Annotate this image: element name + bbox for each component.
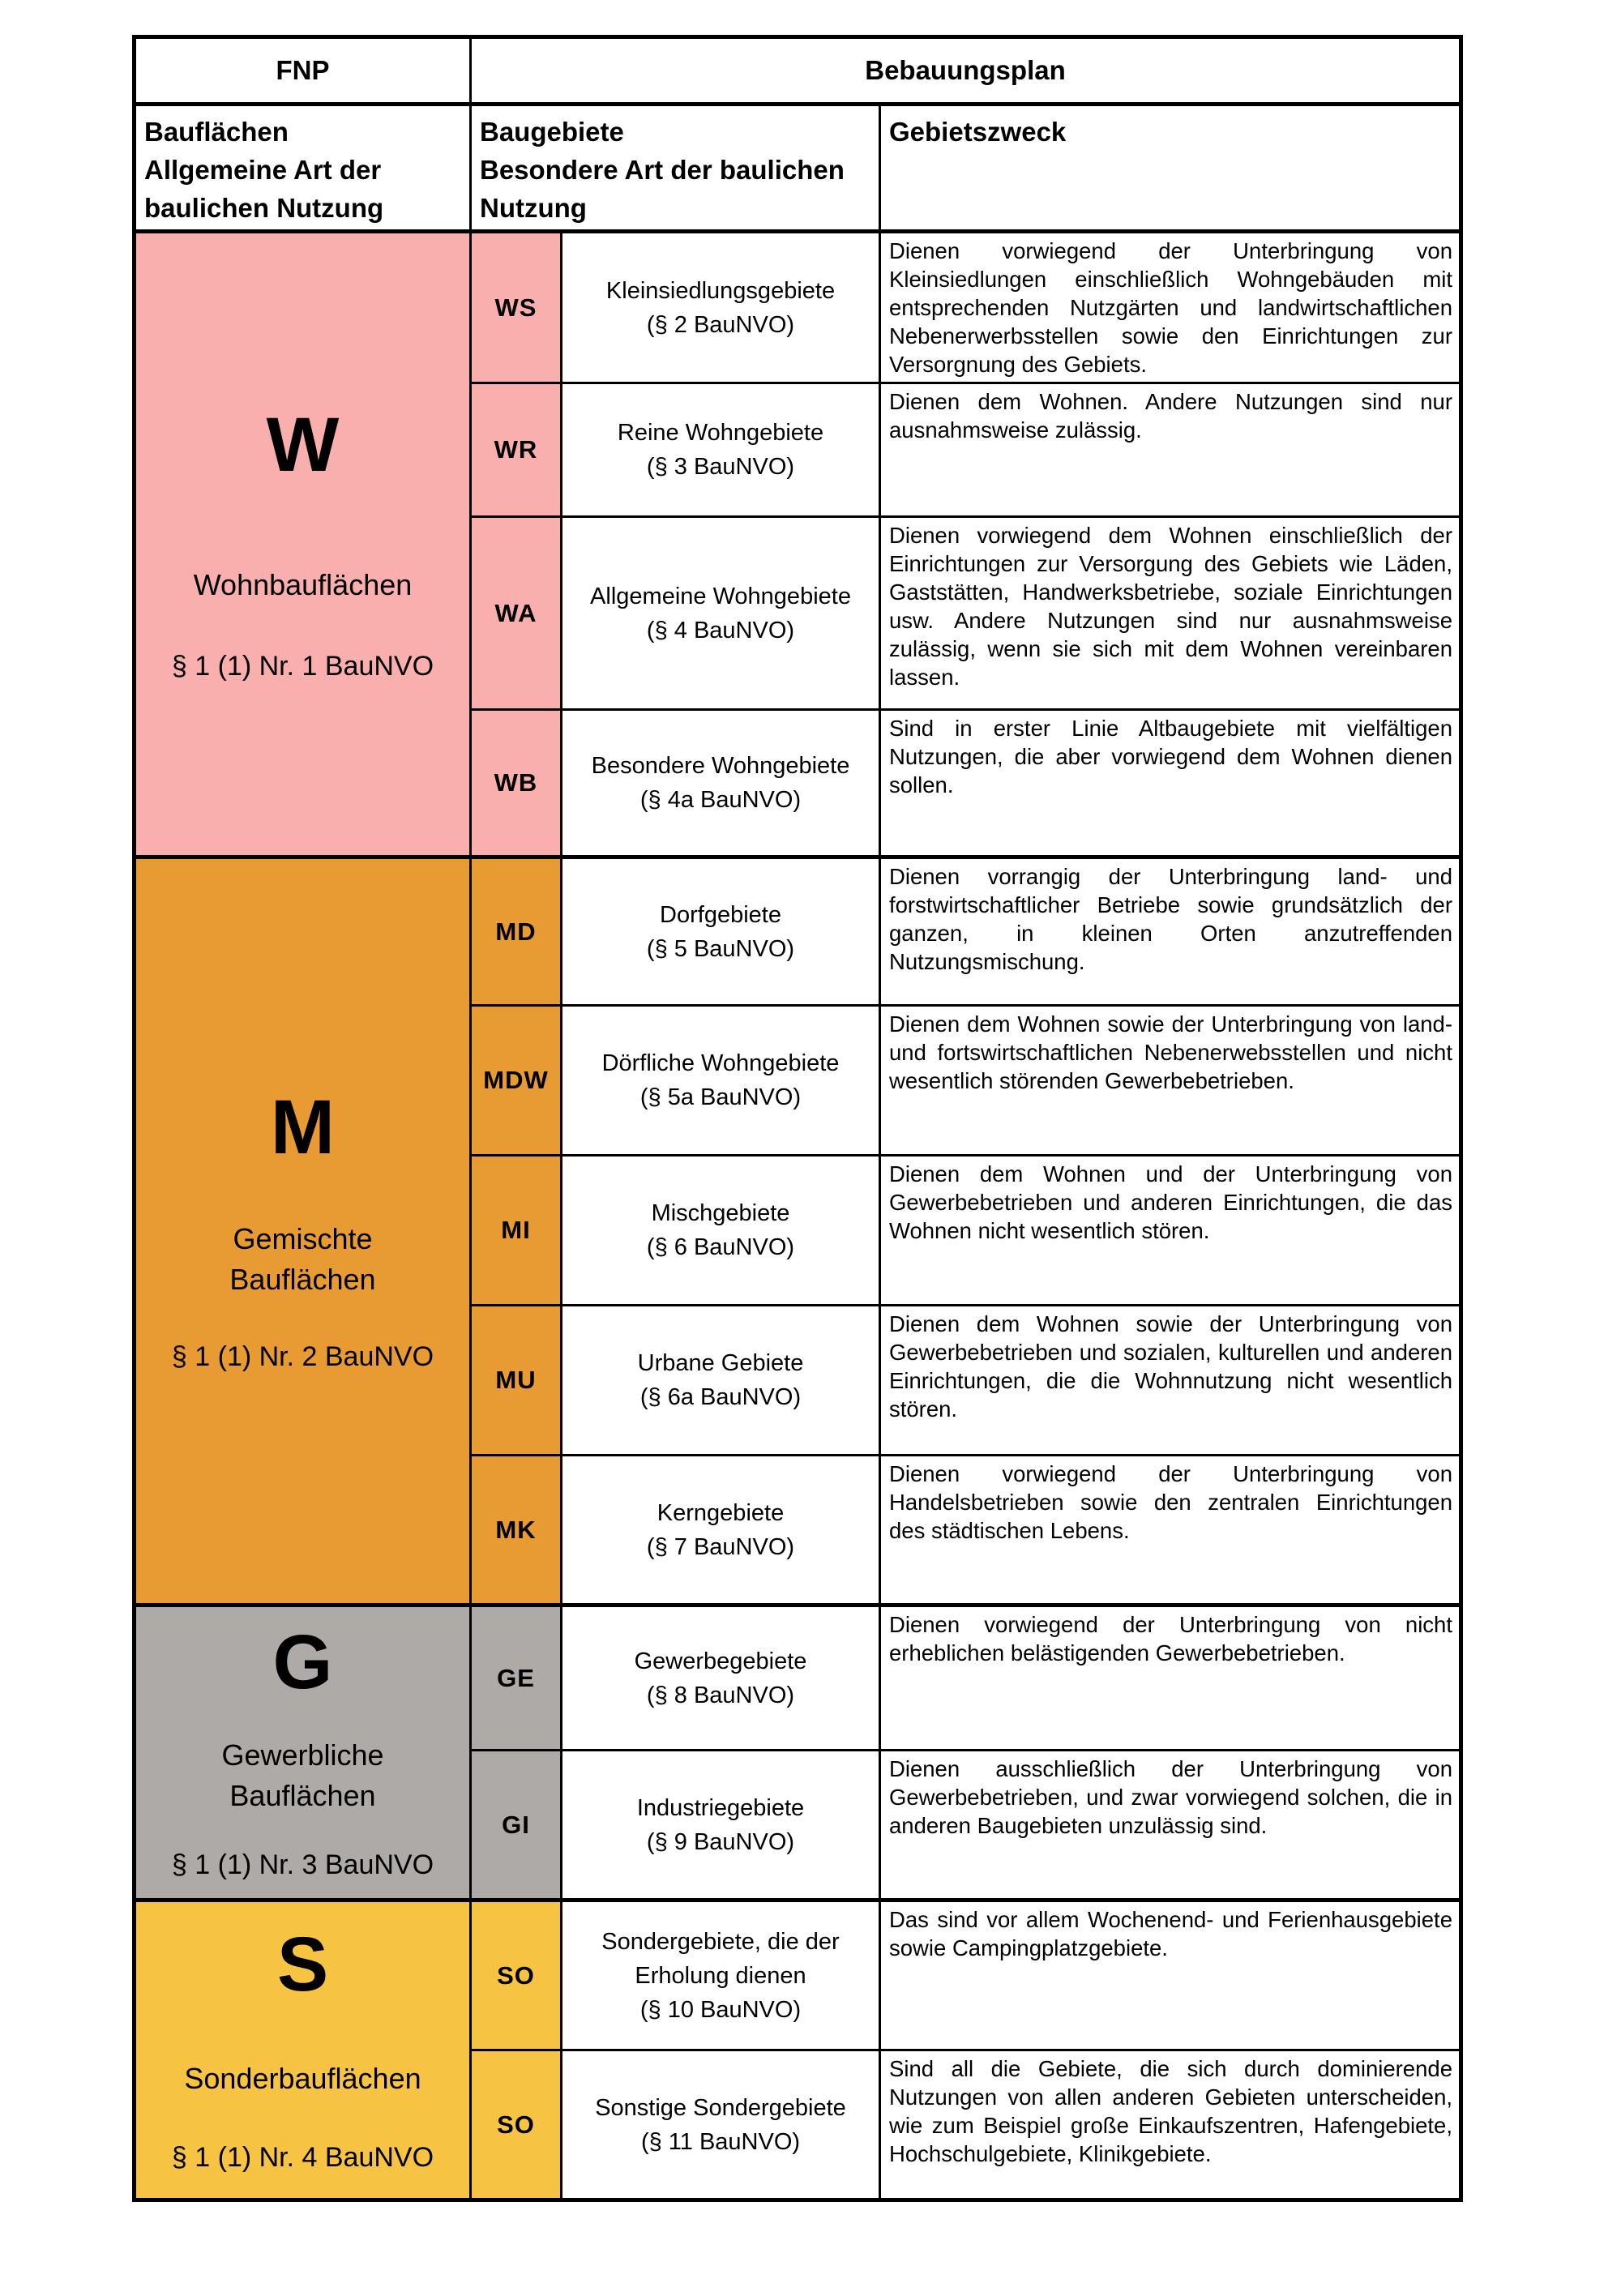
header-gebietszweck: Gebietszweck (880, 105, 1461, 232)
district-name-wa: Allgemeine Wohngebiete (590, 583, 851, 609)
district-para-mu: (§ 6a BauNVO) (639, 1384, 802, 1410)
district-para-mk: (§ 7 BauNVO) (646, 1533, 795, 1560)
group-cell-m (135, 857, 471, 1605)
district-cell-md (562, 857, 880, 1006)
district-name-mu: Urbane Gebiete (637, 1350, 804, 1376)
zweck-cell-gi: Dienen ausschließlich der Unterbringung von Gewerbebetrieben, und zwar vorwiegend solchen, die in anderen Baugebieten unzulässig sind. (880, 1751, 1461, 1901)
code-cell-so2: SO (471, 2050, 562, 2200)
district-para-wr: (§ 3 BauNVO) (646, 454, 795, 480)
group-name-s (184, 2059, 421, 2099)
group-name-g-line1: Gewerbliche (221, 1738, 384, 1772)
district-cell-so1 (562, 1901, 880, 2050)
district-para-wa: (§ 4 BauNVO) (646, 617, 795, 643)
header-baugebiete-line1: Baugebiete (480, 117, 624, 147)
header-bebauungsplan: Bebauungsplan (471, 37, 1461, 105)
table-row-so1 (135, 1901, 1461, 2050)
zweck-cell-so2: Sind all die Gebiete, die sich durch dominierende Nutzungen von allen anderen Gebieten unterscheiden, wie zum Beispiel große Einkaufszentren, Hafengebiete, Hochschulgebiete, Klinikgebiete. (880, 2050, 1461, 2200)
district-name-so2: Sonstige Sondergebiete (595, 2094, 846, 2121)
zweck-cell-ws: Dienen vorwiegend der Unterbringung von Kleinsiedlungen einschließlich Wohngebäuden mit entsprechenden Nutzgärten und landwirtschaftlichen Nebenerwerbsstellen sowie den Einrichtungen zur Versorgnung des Gebiets. (880, 232, 1461, 383)
group-cell-s (135, 1901, 471, 2200)
group-content-w (136, 401, 469, 682)
zweck-cell-wb: Sind in erster Linie Altbaugebiete mit vielfältigen Nutzungen, die aber vorwiegend dem Wohnen dienen sollen. (880, 710, 1461, 857)
zweck-cell-md: Dienen vorrangig der Unterbringung land- und forstwirtschaftlicher Betriebe sowie grundsätzlich der ganzen, in kleinen Orten anzutreffenden Nutzungsmischung. (880, 857, 1461, 1006)
district-cell-mu (562, 1306, 880, 1456)
district-cell-so2 (562, 2050, 880, 2200)
district-name-wr: Reine Wohngebiete (617, 420, 824, 446)
district-name-mi: Mischgebiete (651, 1200, 790, 1226)
district-cell-ge (562, 1605, 880, 1751)
group-content-m (136, 1084, 469, 1373)
zweck-cell-wa: Dienen vorwiegend dem Wohnen einschließlich der Einrichtungen zur Versorgung des Gebiets wie Läden, Gaststätten, Handwerksbetriebe, soziale Einrichtungen usw. Andere Nutzungen sind nur ausnahmsweise zulässig, wenn sie sich mit dem Wohnen vereinbaren lassen. (880, 517, 1461, 710)
district-name-ge: Gewerbegebiete (634, 1648, 807, 1674)
header-bauflaechen-line2: Allgemeine Art der baulichen Nutzung (144, 155, 384, 223)
header-fnp: FNP (135, 37, 471, 105)
district-para-mdw: (§ 5a BauNVO) (639, 1084, 802, 1110)
district-cell-wa (562, 517, 880, 710)
code-cell-wb: WB (471, 710, 562, 857)
header-baugebiete (471, 105, 880, 232)
table-row-ge (135, 1605, 1461, 1751)
group-content-s (136, 1922, 469, 2174)
table-row-ws (135, 232, 1461, 383)
group-law-s: § 1 (1) Nr. 4 BauNVO (171, 2142, 434, 2173)
zweck-cell-ge: Dienen vorwiegend der Unterbringung von nicht erheblichen belästigenden Gewerbebetrieben. (880, 1605, 1461, 1751)
group-name-m-line2: Bauflächen (229, 1263, 376, 1296)
group-content-g (136, 1619, 469, 1881)
header-row-1 (135, 37, 1461, 105)
header-bauflaechen-line1: Bauflächen (144, 117, 289, 147)
district-name-mdw: Dörfliche Wohngebiete (601, 1050, 840, 1076)
group-name-w (194, 565, 413, 605)
district-cell-mdw (562, 1006, 880, 1156)
code-cell-mu: MU (471, 1306, 562, 1456)
group-name-g (221, 1735, 383, 1816)
header-baugebiete-line2: Besondere Art der baulichen Nutzung (480, 155, 845, 223)
group-letter-m: M (270, 1084, 336, 1170)
group-law-m: § 1 (1) Nr. 2 BauNVO (171, 1341, 434, 1372)
district-name-so1: Sondergebiete, die der Erholung dienen (601, 1928, 840, 1989)
district-cell-mk (562, 1456, 880, 1605)
zweck-cell-mk: Dienen vorwiegend der Unterbringung von Handelsbetrieben sowie den zentralen Einrichtungen des städtischen Lebens. (880, 1456, 1461, 1605)
group-law-g: § 1 (1) Nr. 3 BauNVO (171, 1849, 434, 1880)
district-name-mk: Kerngebiete (657, 1499, 785, 1526)
district-para-mi: (§ 6 BauNVO) (646, 1234, 795, 1260)
group-law-w: § 1 (1) Nr. 1 BauNVO (171, 650, 434, 682)
zweck-cell-wr: Dienen dem Wohnen. Andere Nutzungen sind nur ausnahmsweise zulässig. (880, 383, 1461, 517)
table-row-md (135, 857, 1461, 1006)
district-name-md: Dorfgebiete (660, 901, 781, 928)
zweck-cell-so1: Das sind vor allem Wochenend- und Ferienhausgebiete sowie Campingplatzgebiete. (880, 1901, 1461, 2050)
district-para-so1: (§ 10 BauNVO) (639, 1996, 802, 2023)
code-cell-mdw: MDW (471, 1006, 562, 1156)
zweck-cell-mu: Dienen dem Wohnen sowie der Unterbringung von Gewerbebetrieben und sozialen, kulturellen und anderen Einrichtungen, die die Wohnnutzung nicht wesentlich stören. (880, 1306, 1461, 1456)
district-para-gi: (§ 9 BauNVO) (646, 1828, 795, 1855)
group-name-w-text: Wohnbauflächen (193, 567, 413, 601)
district-name-ws: Kleinsiedlungsgebiete (605, 277, 836, 304)
code-cell-mi: MI (471, 1156, 562, 1306)
code-cell-wr: WR (471, 383, 562, 517)
land-use-table (132, 35, 1463, 2202)
district-para-ge: (§ 8 BauNVO) (646, 1682, 795, 1708)
group-letter-g: G (272, 1619, 333, 1705)
district-para-md: (§ 5 BauNVO) (646, 935, 795, 962)
zweck-cell-mi: Dienen dem Wohnen und der Unterbringung von Gewerbebetrieben und anderen Einrichtungen, die das Wohnen nicht wesentlich stören. (880, 1156, 1461, 1306)
group-cell-w (135, 232, 471, 857)
code-cell-gi: GI (471, 1751, 562, 1901)
code-cell-ws: WS (471, 232, 562, 383)
code-cell-mk: MK (471, 1456, 562, 1605)
zweck-cell-mdw: Dienen dem Wohnen sowie der Unterbringung von land- und fortswirtschaftlichen Nebenerwebsstellen und nicht wesentlich störenden Gewerbebetrieben. (880, 1006, 1461, 1156)
group-name-g-line2: Bauflächen (229, 1779, 376, 1812)
code-cell-ge: GE (471, 1605, 562, 1751)
header-bauflaechen (135, 105, 471, 232)
district-cell-ws (562, 232, 880, 383)
group-letter-w: W (266, 401, 340, 488)
district-name-gi: Industriegebiete (636, 1794, 805, 1821)
district-cell-gi (562, 1751, 880, 1901)
district-para-wb: (§ 4a BauNVO) (639, 787, 802, 813)
district-para-ws: (§ 2 BauNVO) (646, 311, 795, 338)
district-cell-wb (562, 710, 880, 857)
code-cell-md: MD (471, 857, 562, 1006)
group-name-m (229, 1219, 375, 1300)
group-name-m-line1: Gemischte (233, 1222, 373, 1255)
district-cell-wr (562, 383, 880, 517)
group-letter-s: S (276, 1922, 329, 2007)
district-name-wb: Besondere Wohngebiete (591, 753, 850, 779)
header-row-2 (135, 105, 1461, 232)
district-para-so2: (§ 11 BauNVO) (640, 2128, 801, 2155)
group-name-s-text: Sonderbauflächen (184, 2062, 421, 2095)
code-cell-wa: WA (471, 517, 562, 710)
code-cell-so1: SO (471, 1901, 562, 2050)
group-cell-g (135, 1605, 471, 1901)
district-cell-mi (562, 1156, 880, 1306)
